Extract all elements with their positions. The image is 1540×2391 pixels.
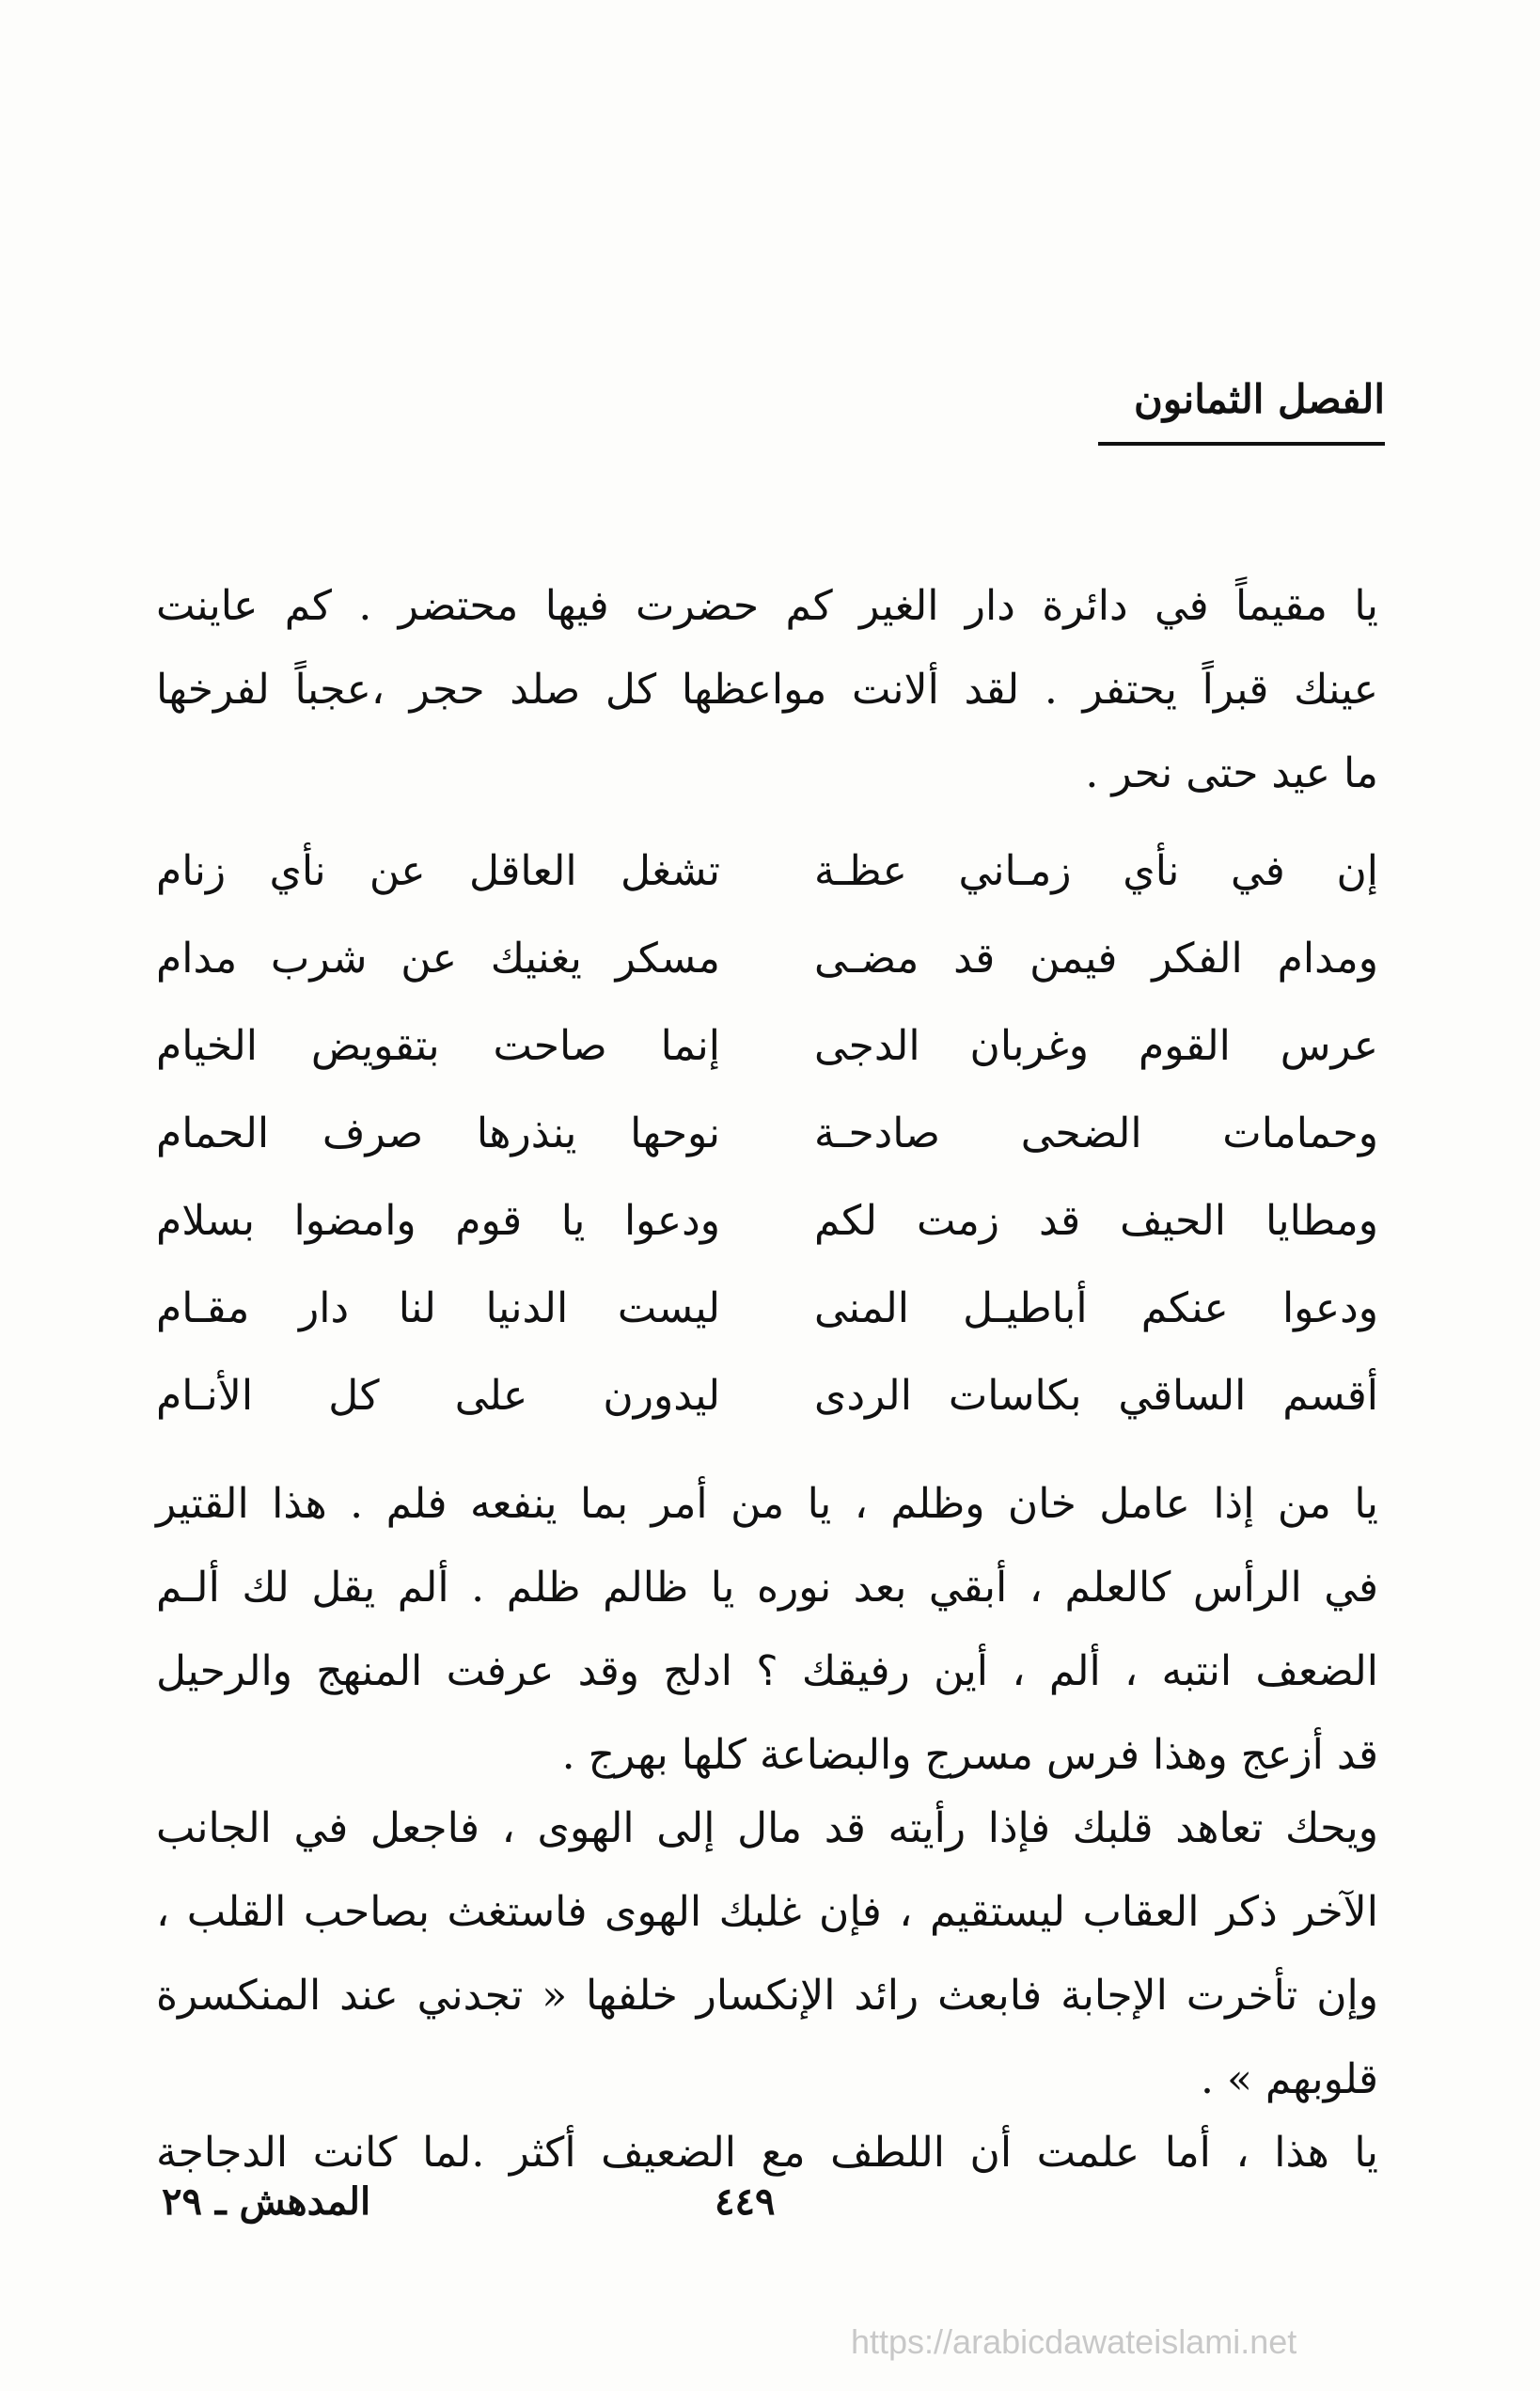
hemistich-second: ليدورن على كل الأنـام [156,1372,720,1420]
watermark-url: https://arabicdawateislami.net [851,2322,1297,2361]
poem-verse [156,1002,1378,1090]
text-line: قد أزعج وهذا فرس مسرج والبضاعة كلها بهرج . [561,1731,1378,1779]
paragraph-3 [156,1786,1378,2121]
hemistich-first: إن في نأي زمـاني عظـة [814,847,1378,895]
text-line: الآخر ذكر العقاب ليستقيم ، فإن غلبك الهوى فاستغث بصاحب القلب ، [156,1888,1378,1936]
hemistich-second: ليست الدنيا لنا دار مقـام [156,1284,720,1332]
poem-verse [156,827,1378,915]
poem [156,827,1378,1439]
paragraph-1 [156,564,1378,815]
hemistich-first: وحمامات الضحى صادحـة [814,1109,1378,1157]
hemistich-first: ومطايا الحيف قد زمت لكم [814,1197,1378,1245]
hemistich-second: تشغل العاقل عن نأي زنام [156,847,720,895]
poem-verse [156,1265,1378,1352]
text-line: الضعف انتبه ، ألم ، أين رفيقك ؟ ادلج وقد عرفت المنهج والرحيل [156,1647,1378,1695]
poem-verse [156,915,1378,1002]
title-underline [1098,442,1385,446]
poem-verse [156,1177,1378,1265]
text-line: قلوبهم » . [1200,2055,1378,2103]
text-line: ويحك تعاهد قلبك فإذا رأيته قد مال إلى الهوى ، فاجعل في الجانب [156,1804,1378,1852]
hemistich-first: أقسم الساقي بكاسات الردى [814,1372,1378,1420]
hemistich-second: إنما صاحت بتقويض الخيام [156,1022,720,1070]
text-line: عينك قبراً يحتفر . لقد ألانت مواعظها كل صلد حجر ،عجباً لفرخها [156,666,1378,714]
text-line: في الرأس كالعلم ، أبقي بعد نوره يا ظالم ظلم . ألم يقل لك ألـم [156,1564,1378,1612]
text-line: يا مقيماً في دائرة دار الغير كم حضرت فيها محتضر . كم عاينت [156,582,1378,630]
chapter-title: الفصل الثمانون [1133,376,1385,422]
poem-verse [156,1352,1378,1439]
hemistich-second: نوحها ينذرها صرف الحمام [156,1109,720,1157]
hemistich-second: ودعوا يا قوم وامضوا بسلام [156,1197,720,1245]
running-title: المدهش ـ ٢٩ [162,2179,371,2224]
page-number: ٤٤٩ [715,2179,776,2224]
hemistich-first: ومدام الفكر فيمن قد مضـى [814,935,1378,983]
hemistich-second: مسكر يغنيك عن شرب مدام [156,935,720,983]
text-line: وإن تأخرت الإجابة فابعث رائد الإنكسار خلفها « تجدني عند المنكسرة [156,1972,1378,2020]
paragraph-2 [156,1462,1378,1797]
hemistich-first: عرس القوم وغربان الدجى [814,1022,1378,1070]
poem-verse [156,1090,1378,1177]
text-line: يا من إذا عامل خان وظلم ، يا من أمر بما ينفعه فلم . هذا القتير [156,1480,1378,1528]
text-line: ما عيد حتى نحر . [1085,749,1378,797]
hemistich-first: ودعوا عنكم أباطيـل المنى [814,1284,1378,1332]
text-line: يا هذا ، أما علمت أن اللطف مع الضعيف أكثر .لما كانت الدجاجة [156,2129,1378,2177]
